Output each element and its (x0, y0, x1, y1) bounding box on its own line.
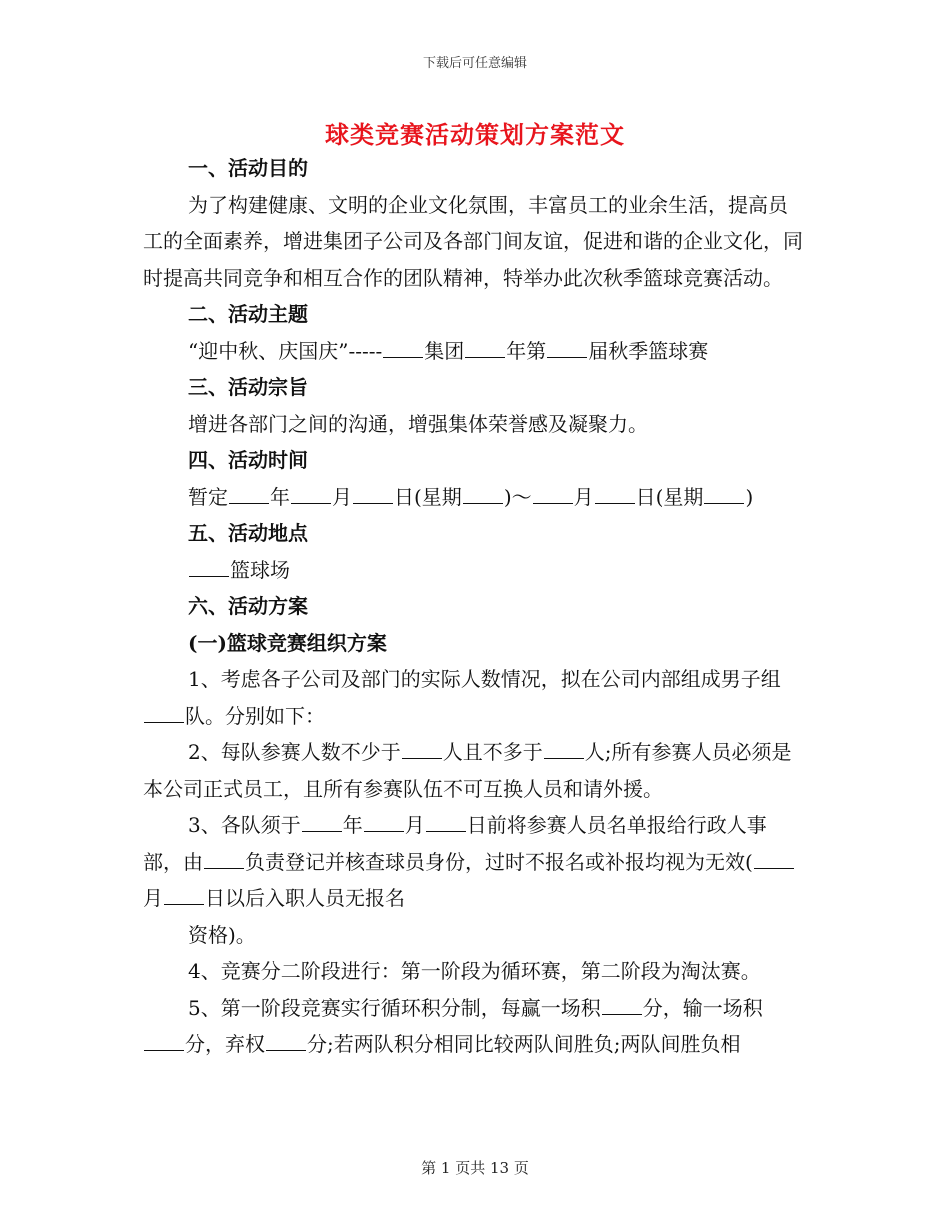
text-segment: 3、各队须于 (188, 813, 301, 837)
blank-underline (465, 339, 505, 358)
text-segment: 年 (270, 484, 290, 509)
paragraph-location (143, 552, 803, 589)
section-heading-location: 五、活动地点 (188, 521, 308, 545)
text-segment: 日以后入职人员无报名 (205, 886, 405, 910)
paragraph-theme (143, 333, 803, 370)
text-segment: 暂定 (188, 484, 228, 509)
page-number-footer: 第 1 页共 13 页 (421, 1159, 529, 1177)
text-segment: 队。分别如下： (185, 703, 325, 728)
blank-underline (383, 339, 423, 358)
blank-underline (704, 485, 744, 504)
section-heading-plan: 六、活动方案 (188, 594, 308, 618)
blank-underline (266, 1032, 306, 1051)
blank-underline (353, 485, 393, 504)
blank-underline (595, 485, 635, 504)
paragraph-purpose: 为了构建健康、文明的企业文化氛围，丰富员工的业余生活，提高员工的全面素养，增进集团子公司及各部门间友谊，促进和谐的企业文化，同时提高共同竞争和相互合作的团队精神，特举办此次秋季篮球竞赛活动。 (143, 192, 803, 290)
list-item-2 (143, 734, 803, 807)
document-body (143, 150, 803, 1063)
section-heading-theme: 二、活动主题 (188, 302, 308, 326)
text-segment: 分，弃权 (185, 1032, 265, 1056)
text-segment: 届秋季篮球赛 (588, 338, 709, 363)
blank-underline (164, 886, 204, 905)
text-segment: 5、第一阶段竞赛实行循环积分制，每赢一场积 (188, 995, 601, 1020)
blank-underline (144, 1032, 184, 1051)
text-segment: 负责登记并核查球员身份，过时不报名或补报均视为无效( (245, 849, 753, 874)
text-segment: 月 (573, 484, 594, 509)
text-segment: “迎中秋、庆国庆”----- (188, 338, 383, 363)
blank-underline (544, 740, 584, 759)
text-segment: 月 (143, 886, 163, 910)
blank-underline (754, 850, 794, 869)
list-item-3-continued: 资格)。 (188, 922, 256, 947)
text-segment: 集团 (424, 338, 465, 363)
subsection-heading: (一)篮球竞赛组织方案 (188, 630, 387, 655)
text-segment: 2、每队参赛人数不少于 (188, 740, 401, 764)
list-item-1 (143, 661, 803, 734)
list-item-4: 4、竞赛分二阶段进行：第一阶段为循环赛，第二阶段为淘汰赛。 (188, 959, 761, 983)
section-heading-purpose: 一、活动目的 (188, 156, 308, 180)
list-item-3 (143, 807, 803, 917)
text-segment: 月 (332, 484, 352, 509)
blank-underline (402, 740, 442, 759)
paragraph-aim: 增进各部门之间的沟通，增强集体荣誉感及凝聚力。 (188, 411, 648, 436)
blank-underline (144, 704, 184, 723)
text-segment: 人且不多于 (442, 740, 543, 764)
text-segment: 日(星期 (635, 484, 704, 509)
text-segment: )～ (503, 484, 532, 509)
paragraph-time (143, 479, 803, 516)
blank-underline (204, 850, 244, 869)
text-segment: 篮球场 (230, 557, 290, 582)
text-segment: 日(星期 (394, 484, 462, 509)
header-note: 下载后可任意编辑 (422, 56, 527, 71)
blank-underline (602, 996, 642, 1015)
text-segment: 年第 (506, 338, 547, 363)
blank-underline (229, 485, 269, 504)
blank-underline (364, 813, 404, 832)
section-heading-aim: 三、活动宗旨 (188, 375, 308, 399)
blank-underline (463, 485, 503, 504)
blank-underline (533, 485, 573, 504)
text-segment: 月 (404, 813, 425, 837)
text-segment: 日前将参赛人员名单报给行政人事部，由 (143, 813, 767, 874)
blank-underline (291, 485, 331, 504)
section-heading-time: 四、活动时间 (188, 448, 308, 472)
text-segment: 年 (342, 813, 363, 837)
blank-underline (426, 813, 466, 832)
text-segment: 人;所有参赛人员必须是本公司正式员工，且所有参赛队伍不可互换人员和请外援。 (143, 740, 792, 801)
blank-underline (547, 339, 587, 358)
text-segment: 1、考虑各子公司及部门的实际人数情况，拟在公司内部组成男子组 (188, 667, 781, 691)
text-segment: 分;若两队积分相同比较两队间胜负;两队间胜负相 (307, 1032, 741, 1056)
text-segment: 分，输一场积 (642, 995, 763, 1020)
list-item-5 (143, 990, 803, 1063)
blank-underline (189, 558, 229, 577)
document-title: 球类竞赛活动策划方案范文 (325, 120, 625, 149)
text-segment: ) (745, 484, 754, 509)
blank-underline (302, 813, 342, 832)
